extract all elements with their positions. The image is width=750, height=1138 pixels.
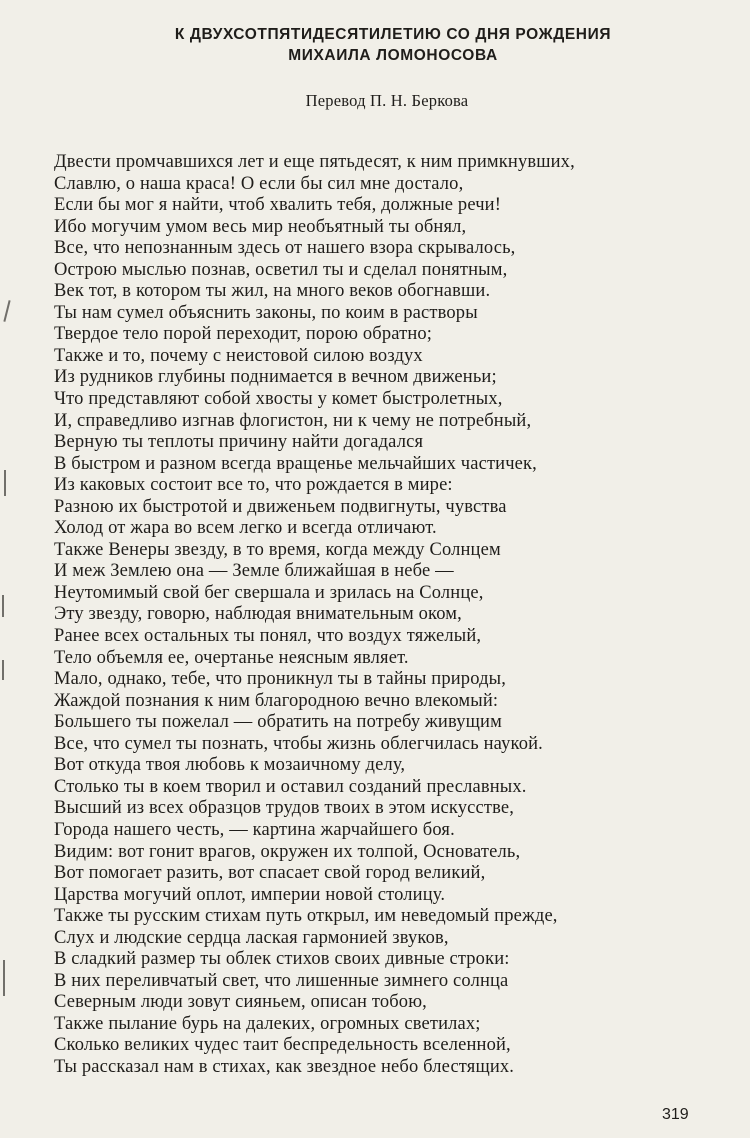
scan-mark	[2, 660, 4, 680]
poem-line: Все, что сумел ты познать, чтобы жизнь облегчилась наукой.	[54, 733, 543, 754]
poem-line: Ты рассказал нам в стихах, как звездное небо блестящих.	[54, 1056, 515, 1077]
poem-line: В них переливчатый свет, что лишенные зимнего солнца	[54, 970, 509, 991]
translator-credit	[0, 91, 750, 111]
poem-line: Эту звезду, говорю, наблюдая внимательным оком,	[54, 604, 462, 625]
poem-line: Также пылание бурь на далеких, огромных светилах;	[54, 1013, 481, 1034]
poem-title	[0, 24, 750, 66]
scan-mark	[3, 960, 5, 996]
scan-mark	[3, 300, 10, 322]
poem-line: Северным люди зовут сияньем, описан тобою,	[54, 992, 427, 1013]
poem-line: Двести промчавшихся лет и еще пятьдесят, к ним примкнувших,	[54, 152, 575, 172]
page-number: 319	[662, 1106, 689, 1123]
poem-line: Большего ты пожелал — обратить на потребу живущим	[54, 712, 502, 733]
poem-line: Век тот, в котором ты жил, на много веков обогнавши.	[54, 281, 491, 302]
poem-line: Также Венеры звезду, в то время, когда между Солнцем	[54, 539, 501, 560]
poem-line: Мало, однако, тебе, что проникнул ты в тайны природы,	[54, 669, 506, 690]
poem-line: Что представляют собой хвосты у комет быстролетных,	[54, 389, 503, 410]
poem-line: В быстром и разном всегда вращенье мельчайших частичек,	[54, 453, 537, 474]
poem-line: Ранее всех остальных ты понял, что воздух тяжелый,	[54, 626, 482, 647]
poem-line: Царства могучий оплот, империи новой столицу.	[54, 884, 446, 905]
poem-line: Столько ты в коем творил и оставил созданий преславных.	[54, 776, 527, 797]
poem-line: Из каковых состоит все то, что рождается в мире:	[54, 475, 453, 496]
translator-text: Перевод П. Н. Беркова	[305, 91, 469, 110]
scan-mark	[2, 595, 4, 617]
poem-line: И, справедливо изгнав флогистон, ни к чему не потребный,	[54, 410, 532, 431]
poem-line: Острою мыслью познав, осветил ты и сделал понятным,	[54, 259, 508, 280]
poem-line: Ибо могучим умом весь мир необъятный ты обнял,	[54, 216, 467, 237]
poem-line: Также и то, почему с неистовой силою воздух	[54, 345, 423, 366]
poem-line: Сколько великих чудес таит беспредельность вселенной,	[54, 1035, 511, 1056]
poem-line: Вот помогает разить, вот спасает свой город великий,	[54, 863, 486, 884]
poem-line: Неутомимый свой бег свершала и зрилась на Солнце,	[54, 582, 484, 603]
poem-line: Разною их быстротой и движеньем подвигнуты, чувства	[54, 496, 507, 517]
poem-line: Жаждой познания к ним благородною вечно влекомый:	[54, 690, 499, 711]
poem-line: Также ты русским стихам путь открыл, им неведомый прежде,	[54, 906, 558, 927]
poem-line: Твердое тело порой переходит, порою обратно;	[54, 324, 433, 345]
poem-line: Вот откуда твоя любовь к мозаичному делу,	[54, 755, 406, 776]
scan-mark	[4, 470, 6, 496]
poem-line: В сладкий размер ты облек стихов своих дивные строки:	[54, 949, 510, 970]
poem-line: Тело объемля ее, очертанье неясным являет.	[54, 647, 409, 668]
poem-line: Верную ты теплоты причину найти догадался	[54, 432, 424, 453]
poem-line: Все, что непознанным здесь от нашего взора скрывалось,	[54, 238, 516, 259]
poem-line: Славлю, о наша краса! О если бы сил мне достало,	[54, 173, 464, 194]
poem-line: И меж Землею она — Земле ближайшая в небе —	[54, 561, 454, 582]
poem-line: Высший из всех образцов трудов твоих в этом искусстве,	[54, 798, 515, 819]
poem-line: Видим: вот гонит врагов, окружен их толпой, Основатель,	[54, 841, 521, 862]
poem-line: Города нашего честь, — картина жарчайшего боя.	[54, 819, 455, 840]
poem-line: Из рудников глубины поднимается в вечном движеньи;	[54, 367, 497, 388]
poem-line: Холод от жара во всем легко и всегда отличают.	[54, 518, 437, 539]
poem-line: Слух и людские сердца лаская гармонией звуков,	[54, 927, 449, 948]
poem-line: Ты нам сумел объяснить законы, по коим в растворы	[54, 302, 478, 323]
title-line-1: К ДВУХСОТПЯТИДЕСЯТИЛЕТИЮ СО ДНЯ РОЖДЕНИЯ	[174, 26, 612, 43]
poem-line: Если бы мог я найти, чтоб хвалить тебя, должные речи!	[54, 195, 502, 216]
title-line-2: МИХАИЛА ЛОМОНОСОВА	[288, 47, 498, 64]
poem-body	[54, 152, 699, 1079]
